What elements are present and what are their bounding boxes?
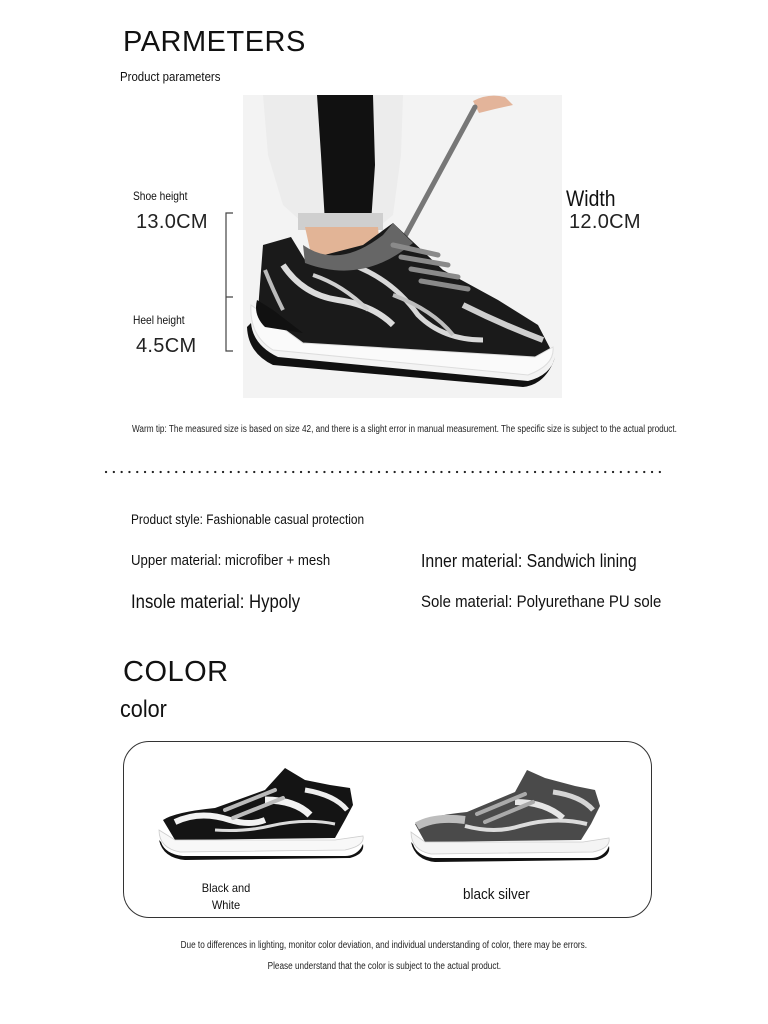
sneaker-on-foot-illustration — [243, 95, 562, 398]
shoe-black-silver-image[interactable] — [405, 764, 615, 870]
spec-insole-material: Insole material: Hypoly — [131, 592, 301, 613]
color-note-line2-text: Please understand that the color is subject to the actual product. — [267, 961, 501, 972]
spec-inner-material: Inner material: Sandwich lining — [421, 551, 637, 571]
spec-upper-material: Upper material: microfiber + mesh — [131, 552, 331, 569]
width-label: Width — [566, 186, 616, 211]
color-note-line1 — [0, 940, 768, 951]
color-label-black-and-white[interactable] — [197, 880, 254, 914]
heel-height-label: Heel height — [133, 313, 185, 327]
page-title: PARMETERS — [123, 26, 306, 58]
height-bracket — [222, 212, 234, 352]
shoe-black-white-image[interactable] — [155, 760, 367, 870]
color-note-line1-text: Due to differences in lighting, monitor color deviation, and individual understanding of color, there may be errors. — [180, 940, 588, 951]
spec-product-style: Product style: Fashionable casual protection — [131, 512, 365, 527]
shoe-height-value: 13.0CM — [136, 211, 208, 233]
color-label-line2: White — [211, 898, 241, 912]
dotted-divider — [104, 468, 664, 476]
color-label-line1: Black and — [201, 881, 251, 895]
heel-height-value: 4.5CM — [136, 335, 197, 357]
product-photo — [243, 95, 562, 398]
warm-tip: Warm tip: The measured size is based on size 42, and there is a slight error in manual measurement. The specific size is subject to the actual product. — [132, 424, 677, 435]
width-value: 12.0CM — [569, 211, 641, 233]
color-note-line2 — [0, 961, 768, 972]
color-subtitle: color — [120, 696, 167, 723]
spec-sole-material: Sole material: Polyurethane PU sole — [421, 592, 662, 611]
shoe-height-label: Shoe height — [133, 189, 188, 203]
color-label-black-silver[interactable]: black silver — [463, 886, 530, 903]
page-subtitle: Product parameters — [120, 69, 221, 84]
color-title: COLOR — [123, 656, 229, 688]
